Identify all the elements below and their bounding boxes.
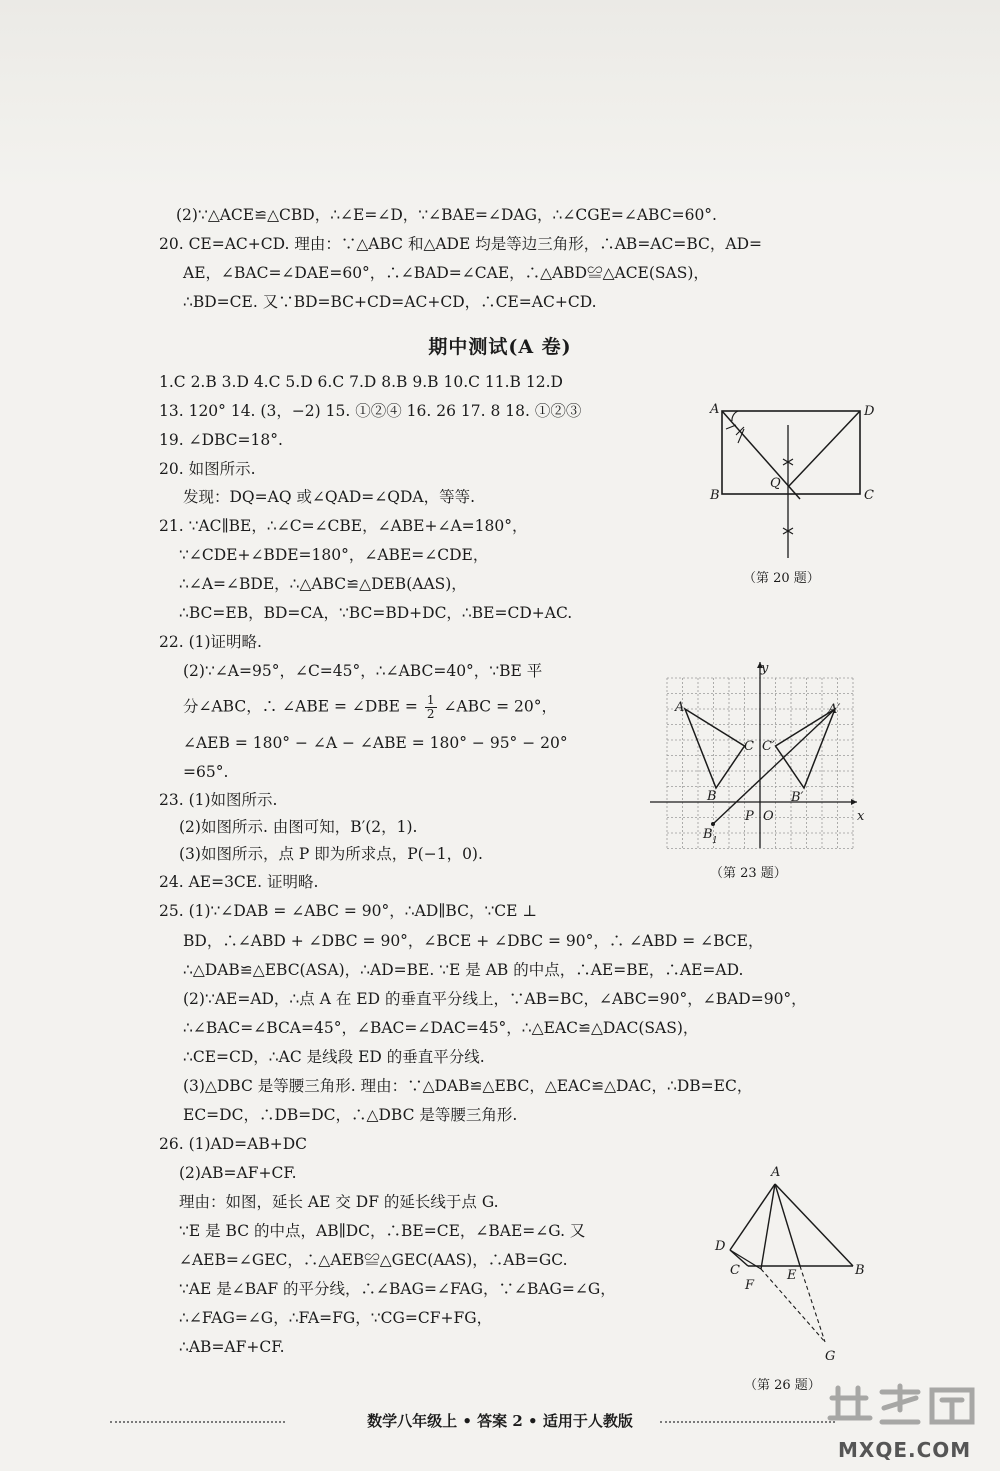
- answer-line: 20. 如图所示.: [159, 460, 256, 478]
- answer-line: ∴∠A=∠BDE，∴△ABC≌△DEB(AAS)，: [179, 575, 467, 593]
- label-c2: C′: [762, 739, 775, 754]
- answer-line: (2)如图所示. 由图可知，B′(2，1).: [179, 818, 418, 836]
- angle-marks: [726, 411, 744, 443]
- figure-23-caption: （第 23 题）: [710, 866, 787, 881]
- label-f: F: [745, 1278, 755, 1293]
- answer-line: AE，∠BAC=∠DAE=60°，∴∠BAD=∠CAE，∴△ABD≌△ACE(SAS)，: [183, 264, 709, 282]
- fraction: [425, 694, 437, 721]
- axis-arrows: [757, 662, 857, 805]
- label-b2: B′: [791, 790, 804, 805]
- fraction-denominator: 2: [426, 707, 435, 721]
- page-top-shading: [0, 0, 1000, 190]
- figure-23: [645, 650, 870, 865]
- segment-ad: [730, 1184, 775, 1250]
- label-e: E: [787, 1268, 797, 1283]
- rectangle-abcd: [722, 411, 860, 494]
- answer-line: 19. ∠DBC=18°.: [159, 431, 283, 449]
- label-p: P: [745, 809, 754, 824]
- answer-line: ∴∠BAC=∠BCA=45°，∠BAC=∠DAC=45°，∴△EAC≌△DAC(SAS)，: [183, 1019, 699, 1037]
- line-part: 分∠ABC，∴ ∠ABE = ∠DBE =: [183, 697, 418, 716]
- answer-line: (3)△DBC 是等腰三角形. 理由：∵△DAB≌△EBC，△EAC≌△DAC，∴DB=EC，: [183, 1077, 753, 1095]
- answer-line: EC=DC，∴DB=DC，∴△DBC 是等腰三角形.: [183, 1106, 518, 1124]
- figure-26-caption: （第 26 题）: [744, 1378, 821, 1393]
- answer-line: 24. AE=3CE. 证明略.: [159, 873, 319, 891]
- extension-eg: [800, 1266, 825, 1342]
- segment-ab: [775, 1184, 853, 1266]
- point-b1: [711, 822, 715, 826]
- answer-line: ∴CE=CD，∴AC 是线段 ED 的垂直平分线.: [183, 1048, 485, 1066]
- label-c: C: [744, 739, 754, 754]
- answer-line: ∴AB=AF+CF.: [179, 1338, 285, 1356]
- answer-line: ∵E 是 BC 的中点，AB∥DC，∴BE=CE，∠BAE=∠G. 又: [179, 1222, 586, 1240]
- answer-line: 26. (1)AD=AB+DC: [159, 1135, 307, 1153]
- label-d: D: [715, 1239, 726, 1254]
- section-title: 期中测试(A 卷): [428, 336, 572, 358]
- answer-line: ∴BD=CE. 又∵BD=BC+CD=AC+CD，∴CE=AC+CD.: [183, 293, 597, 311]
- triangle-abc: [685, 709, 745, 788]
- answer-line: ∠AEB=∠GEC，∴△AEB≌△GEC(AAS)，∴AB=GC.: [179, 1251, 568, 1269]
- answer-line: BD，∴∠ABD + ∠DBC = 90°，∠BCE + ∠DBC = 90°，∴ ∠ABD = ∠BCE，: [183, 932, 764, 950]
- answer-line: 22. (1)证明略.: [159, 633, 262, 651]
- answer-line: ∵AE 是∠BAF 的平分线，∴∠BAG=∠FAG，∵∠BAG=∠G，: [179, 1280, 616, 1298]
- label-d: D: [864, 404, 875, 419]
- answer-line: ∵∠CDE+∠BDE=180°，∠ABE=∠CDE，: [179, 546, 489, 564]
- label-b1-subscript: 1: [712, 836, 718, 846]
- answer-line: 20. CE=AC+CD. 理由：∵△ABC 和△ADE 均是等边三角形，∴AB=AC=BC，AD=: [159, 235, 762, 253]
- answer-line: ∴△DAB≌△EBC(ASA)，∴AD=BE. ∵E 是 AB 的中点，∴AE=BE，∴AE=AD.: [183, 961, 744, 979]
- answer-line: 13. 120° 14. (3，−2) 15. ①②④ 16. 26 17. 8 18. ①②③: [159, 402, 582, 420]
- segment-af: [761, 1184, 775, 1269]
- line-dq: [788, 411, 860, 487]
- fraction-numerator: 1: [426, 693, 435, 707]
- label-b: B: [710, 488, 720, 503]
- answer-line: =65°.: [183, 763, 229, 781]
- label-c: C: [864, 488, 874, 503]
- line-part: ∠ABC = 20°，: [443, 697, 557, 716]
- answer-line: (2)∵∠A=95°，∠C=45°，∴∠ABC=40°，∵BE 平: [183, 662, 543, 680]
- label-a: A: [771, 1165, 781, 1180]
- answer-line: 23. (1)如图所示.: [159, 791, 278, 809]
- answer-line: 21. ∵AC∥BE，∴∠C=∠CBE，∠ABE+∠A=180°，: [159, 517, 528, 535]
- label-b: B: [855, 1263, 865, 1278]
- figure-20: [700, 395, 900, 570]
- label-x: x: [857, 809, 865, 824]
- figure-20-caption: （第 20 题）: [743, 571, 820, 586]
- answer-line: ∴∠FAG=∠G，∴FA=FG，∵CG=CF+FG，: [179, 1309, 493, 1327]
- answer-line: (2)∵△ACE≌△CBD，∴∠E=∠D，∵∠BAE=∠DAG，∴∠CGE=∠ABC=60°.: [176, 206, 717, 224]
- answer-line: 1.C 2.B 3.D 4.C 5.D 6.C 7.D 8.B 9.B 10.C 11.B 12.D: [159, 373, 563, 391]
- label-y: y: [761, 661, 769, 676]
- figure-26: [705, 1162, 875, 1367]
- label-q: Q: [770, 476, 781, 491]
- answer-line: ∴BC=EB，BD=CA，∵BC=BD+DC，∴BE=CD+AC.: [179, 604, 573, 622]
- answer-line-with-fraction: [183, 694, 557, 721]
- answer-line: (3)如图所示，点 P 即为所求点，P(−1，0).: [179, 845, 483, 863]
- answer-line: (2)∵AE=AD，∴点 A 在 ED 的垂直平分线上，∵AB=BC，∠ABC=90°，∠BAD=90°，: [183, 990, 807, 1008]
- label-b1: B: [703, 827, 713, 842]
- answer-line: 理由：如图，延长 AE 交 DF 的延长线于点 G.: [179, 1193, 499, 1211]
- label-g: G: [825, 1349, 836, 1364]
- label-a2: A′: [828, 702, 841, 717]
- label-b: B: [707, 789, 717, 804]
- label-a: A: [710, 402, 720, 417]
- label-c: C: [730, 1263, 740, 1278]
- page-footer: 数学八年级上 • 答案 2 • 适用于人教版: [367, 1412, 633, 1430]
- label-a: A: [675, 700, 685, 715]
- label-o: O: [763, 809, 774, 824]
- watermark-text: MXQE.COM: [838, 1438, 972, 1462]
- answer-line: ∠AEB = 180° − ∠A − ∠ABE = 180° − 95° − 20°: [183, 734, 568, 752]
- triangle-a2b2c2: [776, 709, 836, 788]
- answer-line: (2)AB=AF+CF.: [179, 1164, 297, 1182]
- answer-line: 发现：DQ=AQ 或∠QAD=∠QDA，等等.: [183, 488, 475, 506]
- answer-line: 25. (1)∵∠DAB = ∠ABC = 90°，∴AD∥BC，∵CE ⊥: [159, 902, 537, 920]
